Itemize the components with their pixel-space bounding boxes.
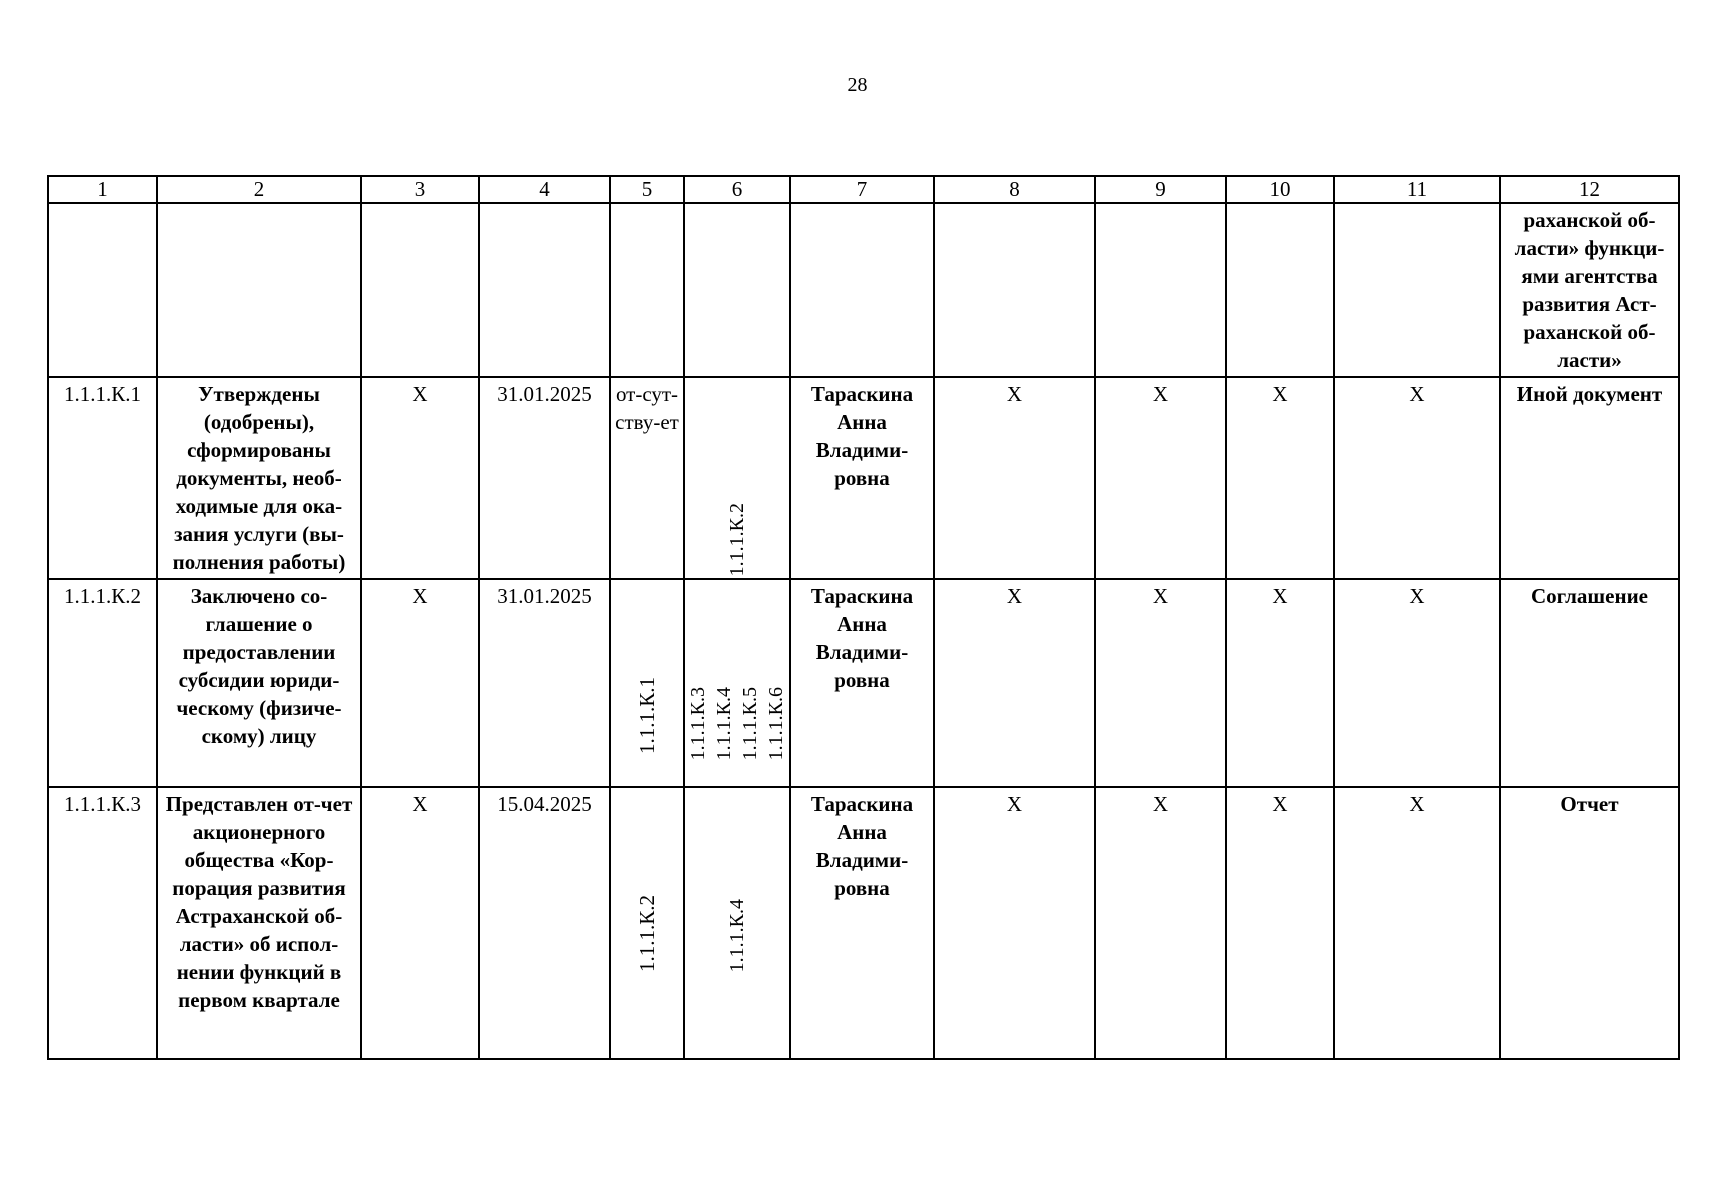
predecessor-code: 1.1.1.К.1 [635, 676, 659, 754]
successor-code: 1.1.1.К.5 [739, 686, 761, 760]
row-date: 31.01.2025 [479, 579, 610, 787]
table-cell [361, 203, 479, 377]
row-successors [684, 579, 790, 787]
successor-code: 1.1.1.К.3 [687, 686, 709, 760]
table-cell [684, 203, 790, 377]
row-responsible: Тараскина Анна Владими-ровна [790, 579, 934, 787]
header-cell-11: 11 [1334, 176, 1500, 203]
header-cell-4: 4 [479, 176, 610, 203]
predecessor-code: 1.1.1.К.2 [635, 894, 659, 972]
table-cell [1334, 203, 1500, 377]
row-successors [684, 377, 790, 579]
header-cell-6: 6 [684, 176, 790, 203]
row-col9: X [1095, 579, 1226, 787]
row-col8: X [934, 579, 1095, 787]
table-cell [479, 203, 610, 377]
successor-code: 1.1.1.К.4 [713, 686, 735, 760]
table-cell [1226, 203, 1334, 377]
row-col9: X [1095, 377, 1226, 579]
row-col9: X [1095, 787, 1226, 1059]
row-col3: X [361, 787, 479, 1059]
header-cell-10: 10 [1226, 176, 1334, 203]
row-doc-type: Иной документ [1500, 377, 1679, 579]
row-doc-type: Соглашение [1500, 579, 1679, 787]
row-date: 15.04.2025 [479, 787, 610, 1059]
successor-code: 1.1.1.К.4 [726, 898, 748, 972]
continuation-row [48, 203, 1679, 377]
successor-code: 1.1.1.К.6 [765, 686, 787, 760]
row-code: 1.1.1.К.2 [48, 579, 157, 787]
row-predecessor [610, 579, 684, 787]
row-name: Представлен от-чет акционерного общества «Кор-порация развития Астраханской об-ласти» об испол-нении функций в первом квартале [157, 787, 361, 1059]
header-cell-1: 1 [48, 176, 157, 203]
row-col11: X [1334, 377, 1500, 579]
row-col11: X [1334, 787, 1500, 1059]
row-col8: X [934, 787, 1095, 1059]
row-name: Утверждены (одобрены), сформированы документы, необ-ходимые для ока-зания услуги (вы-полнения работы) [157, 377, 361, 579]
header-cell-3: 3 [361, 176, 479, 203]
header-cell-7: 7 [790, 176, 934, 203]
row-responsible: Тараскина Анна Владими-ровна [790, 377, 934, 579]
row-col11: X [1334, 579, 1500, 787]
header-cell-2: 2 [157, 176, 361, 203]
header-cell-12: 12 [1500, 176, 1679, 203]
row-name: Заключено со-глашение о предоставлении субсидии юриди-ческому (физиче-скому) лицу [157, 579, 361, 787]
header-cell-9: 9 [1095, 176, 1226, 203]
row-doc-type: Отчет [1500, 787, 1679, 1059]
table-cell [157, 203, 361, 377]
row-col10: X [1226, 377, 1334, 579]
table-row [48, 377, 1679, 579]
table-cell [1095, 203, 1226, 377]
row-code: 1.1.1.К.3 [48, 787, 157, 1059]
row-col10: X [1226, 579, 1334, 787]
successor-code: 1.1.1.К.2 [726, 502, 748, 576]
row-code: 1.1.1.К.1 [48, 377, 157, 579]
row-col10: X [1226, 787, 1334, 1059]
row-date: 31.01.2025 [479, 377, 610, 579]
control-points-table [47, 175, 1680, 1060]
table-row [48, 579, 1679, 787]
header-cell-8: 8 [934, 176, 1095, 203]
continuation-doc-type: раханской об-ласти» функци-ями агентства развития Аст-раханской об-ласти» [1500, 203, 1679, 377]
header-cell-5: 5 [610, 176, 684, 203]
row-col8: X [934, 377, 1095, 579]
header-row [48, 176, 1679, 203]
table-cell [610, 203, 684, 377]
table-cell [790, 203, 934, 377]
page-number: 28 [847, 74, 868, 96]
row-predecessor: от-сут-ству-ет [610, 377, 684, 579]
row-col3: X [361, 377, 479, 579]
row-successors [684, 787, 790, 1059]
row-responsible: Тараскина Анна Владими-ровна [790, 787, 934, 1059]
table-row [48, 787, 1679, 1059]
row-col3: X [361, 579, 479, 787]
row-predecessor [610, 787, 684, 1059]
table-cell [48, 203, 157, 377]
table-cell [934, 203, 1095, 377]
